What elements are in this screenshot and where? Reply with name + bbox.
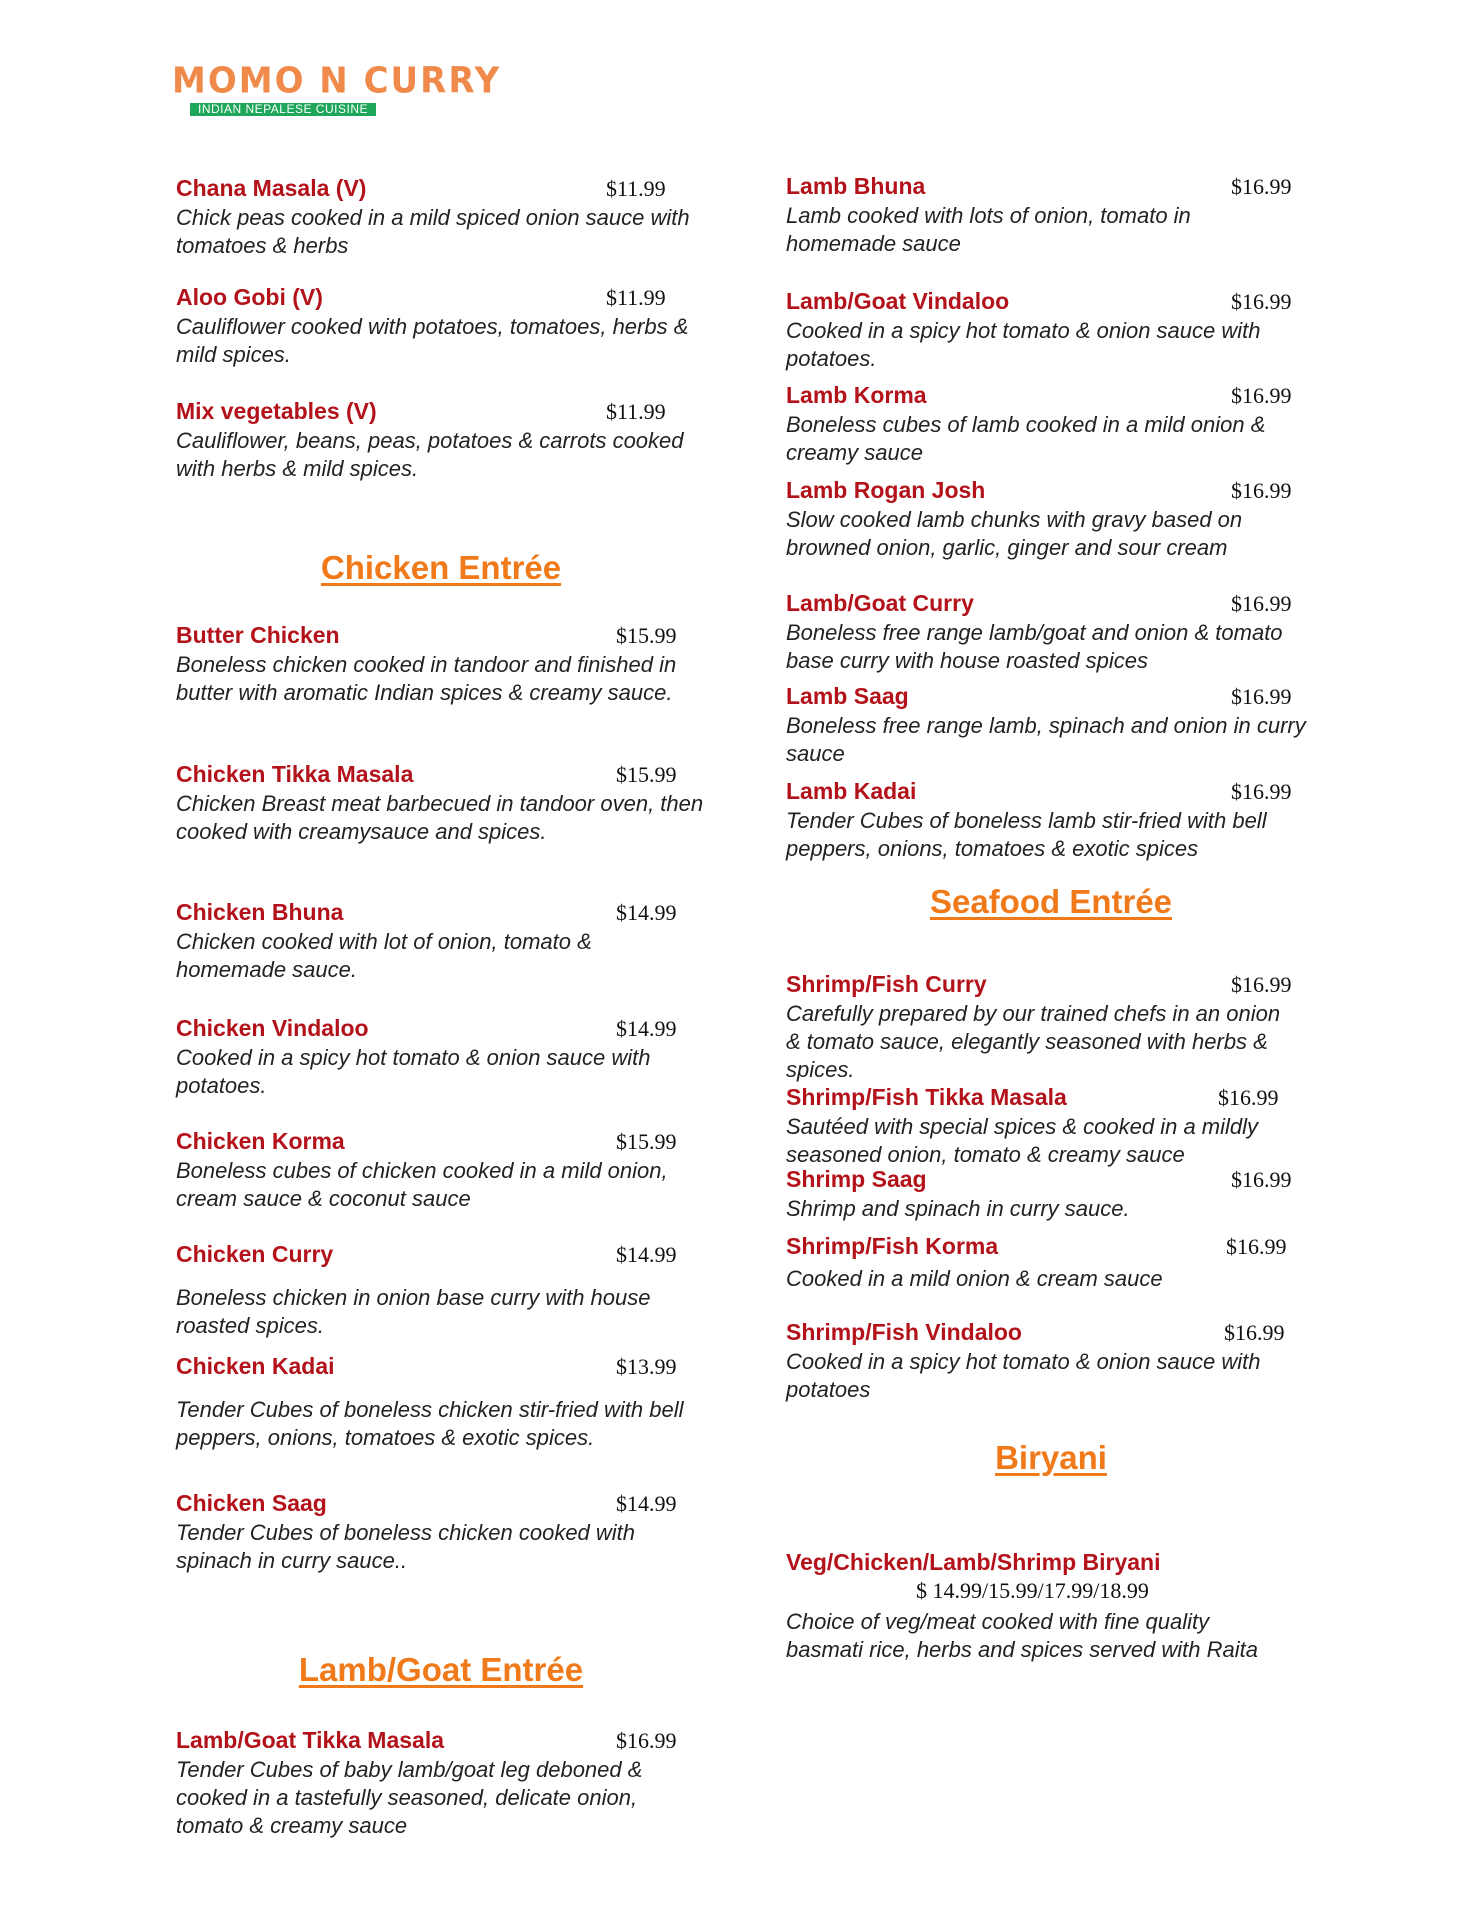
item-name: Lamb/Goat Vindaloo — [786, 288, 1010, 314]
item-price: $16.99 — [1231, 1167, 1292, 1192]
item-price: $16.99 — [1231, 684, 1292, 709]
item-name: Mix vegetables (V) — [176, 398, 377, 424]
item-description: Boneless chicken cooked in tandoor and finished in butter with aromatic Indian spices & creamy sauce. — [176, 652, 677, 705]
item-name: Lamb Saag — [786, 683, 909, 709]
item-price: $16.99 — [1231, 289, 1292, 314]
item-price: $15.99 — [616, 762, 677, 787]
item-price: $16.99 — [1226, 1234, 1287, 1259]
item-name: Veg/Chicken/Lamb/Shrimp Biryani — [786, 1549, 1161, 1575]
item-description: Boneless cubes of chicken cooked in a mild onion, cream sauce & coconut sauce — [176, 1158, 668, 1211]
item-price: $11.99 — [606, 399, 666, 424]
item-price: $16.99 — [1218, 1085, 1279, 1110]
section-title-chicken: Chicken Entrée — [320, 549, 562, 586]
item-name: Shrimp/Fish Vindaloo — [786, 1319, 1022, 1345]
item-price: $13.99 — [616, 1354, 677, 1379]
item-description: Chicken cooked with lot of onion, tomato & homemade sauce. — [176, 929, 592, 982]
item-price: $14.99 — [616, 1242, 677, 1267]
item-name: Lamb Rogan Josh — [786, 477, 986, 503]
item-name: Chicken Saag — [176, 1490, 327, 1516]
item-price: $15.99 — [616, 1129, 677, 1154]
item-name: Shrimp/Fish Korma — [786, 1233, 999, 1259]
item-price: $16.99 — [1231, 174, 1292, 199]
item-price: $11.99 — [606, 285, 666, 310]
item-name: Lamb Korma — [786, 382, 927, 408]
item-name: Chicken Tikka Masala — [176, 761, 414, 787]
item-price: $16.99 — [1231, 478, 1292, 503]
item-name: Shrimp/Fish Tikka Masala — [786, 1084, 1067, 1110]
item-description: Cooked in a spicy hot tomato & onion sauce with potatoes. — [176, 1045, 651, 1098]
item-description: Lamb cooked with lots of onion, tomato in homemade sauce — [786, 203, 1191, 256]
item-description: Sautéed with special spices & cooked in a mildly seasoned onion, tomato & creamy sauce — [786, 1114, 1259, 1167]
item-name: Chicken Bhuna — [176, 899, 344, 925]
item-price: $14.99 — [616, 900, 677, 925]
item-price: $16.99 — [1231, 383, 1292, 408]
item-description: Boneless free range lamb/goat and onion & tomato base curry with house roasted spices — [786, 620, 1283, 673]
item-name: Aloo Gobi (V) — [176, 284, 323, 310]
item-description: Slow cooked lamb chunks with gravy based on browned onion, garlic, ginger and sour cream — [786, 507, 1243, 560]
item-name: Butter Chicken — [176, 622, 340, 648]
item-description: Cauliflower cooked with potatoes, tomatoes, herbs & mild spices. — [176, 314, 689, 367]
section-title-seafood: Seafood Entrée — [929, 883, 1173, 920]
logo-title: MOMO N CURRY — [172, 60, 502, 102]
item-price: $ 14.99/15.99/17.99/18.99 — [916, 1578, 1149, 1603]
item-price: $16.99 — [1231, 779, 1292, 804]
item-price: $14.99 — [616, 1016, 677, 1041]
item-price: $14.99 — [616, 1491, 677, 1516]
item-description: Choice of veg/meat cooked with fine quality basmati rice, herbs and spices served with Raita — [786, 1609, 1258, 1662]
section-title-lamb-goat: Lamb/Goat Entrée — [298, 1651, 584, 1688]
logo-subtitle: INDIAN NEPALESE CUISINE — [190, 103, 376, 116]
item-description: Carefully prepared by our trained chefs in an onion & tomato sauce, elegantly seasoned with herbs & spices. — [786, 1001, 1281, 1082]
item-price: $15.99 — [616, 623, 677, 648]
item-name: Shrimp Saag — [786, 1166, 927, 1192]
item-price: $16.99 — [1231, 591, 1292, 616]
item-description: Chicken Breast meat barbecued in tandoor oven, then cooked with creamysauce and spices. — [176, 791, 704, 844]
item-description: Cooked in a mild onion & cream sauce — [786, 1266, 1163, 1291]
item-description: Boneless chicken in onion base curry with house roasted spices. — [176, 1285, 651, 1338]
item-name: Lamb Bhuna — [786, 173, 926, 199]
item-price: $16.99 — [616, 1728, 677, 1753]
item-name: Chicken Kadai — [176, 1353, 335, 1379]
restaurant-logo — [172, 62, 501, 118]
item-price: $11.99 — [606, 176, 666, 201]
item-name: Lamb Kadai — [786, 778, 917, 804]
item-description: Tender Cubes of boneless chicken stir-fried with bell peppers, onions, tomatoes & exotic spices. — [176, 1397, 684, 1450]
item-description: Tender Cubes of baby lamb/goat leg deboned & cooked in a tastefully seasoned, delicate onion, tomato & creamy sauce — [176, 1757, 643, 1838]
item-description: Boneless free range lamb, spinach and onion in curry sauce — [786, 713, 1306, 766]
section-title-biryani: Biryani — [995, 1439, 1107, 1476]
item-name: Lamb/Goat Curry — [786, 590, 974, 616]
item-description: Shrimp and spinach in curry sauce. — [786, 1196, 1130, 1221]
item-description: Boneless cubes of lamb cooked in a mild onion & creamy sauce — [786, 412, 1266, 465]
item-description: Cooked in a spicy hot tomato & onion sauce with potatoes — [786, 1349, 1261, 1402]
item-description: Chick peas cooked in a mild spiced onion sauce with tomatoes & herbs — [176, 205, 690, 258]
item-name: Chicken Vindaloo — [176, 1015, 369, 1041]
item-name: Lamb/Goat Tikka Masala — [176, 1727, 445, 1753]
item-name: Chana Masala (V) — [176, 175, 367, 201]
item-price: $16.99 — [1224, 1320, 1285, 1345]
item-description: Tender Cubes of boneless chicken cooked with spinach in curry sauce.. — [176, 1520, 636, 1573]
item-name: Shrimp/Fish Curry — [786, 971, 987, 997]
item-name: Chicken Curry — [176, 1241, 334, 1267]
item-price: $16.99 — [1231, 972, 1292, 997]
item-description: Cauliflower, beans, peas, potatoes & carrots cooked with herbs & mild spices. — [176, 428, 684, 481]
item-name: Chicken Korma — [176, 1128, 345, 1154]
item-description: Tender Cubes of boneless lamb stir-fried with bell peppers, onions, tomatoes & exotic spices — [786, 808, 1267, 861]
item-description: Cooked in a spicy hot tomato & onion sauce with potatoes. — [786, 318, 1261, 371]
